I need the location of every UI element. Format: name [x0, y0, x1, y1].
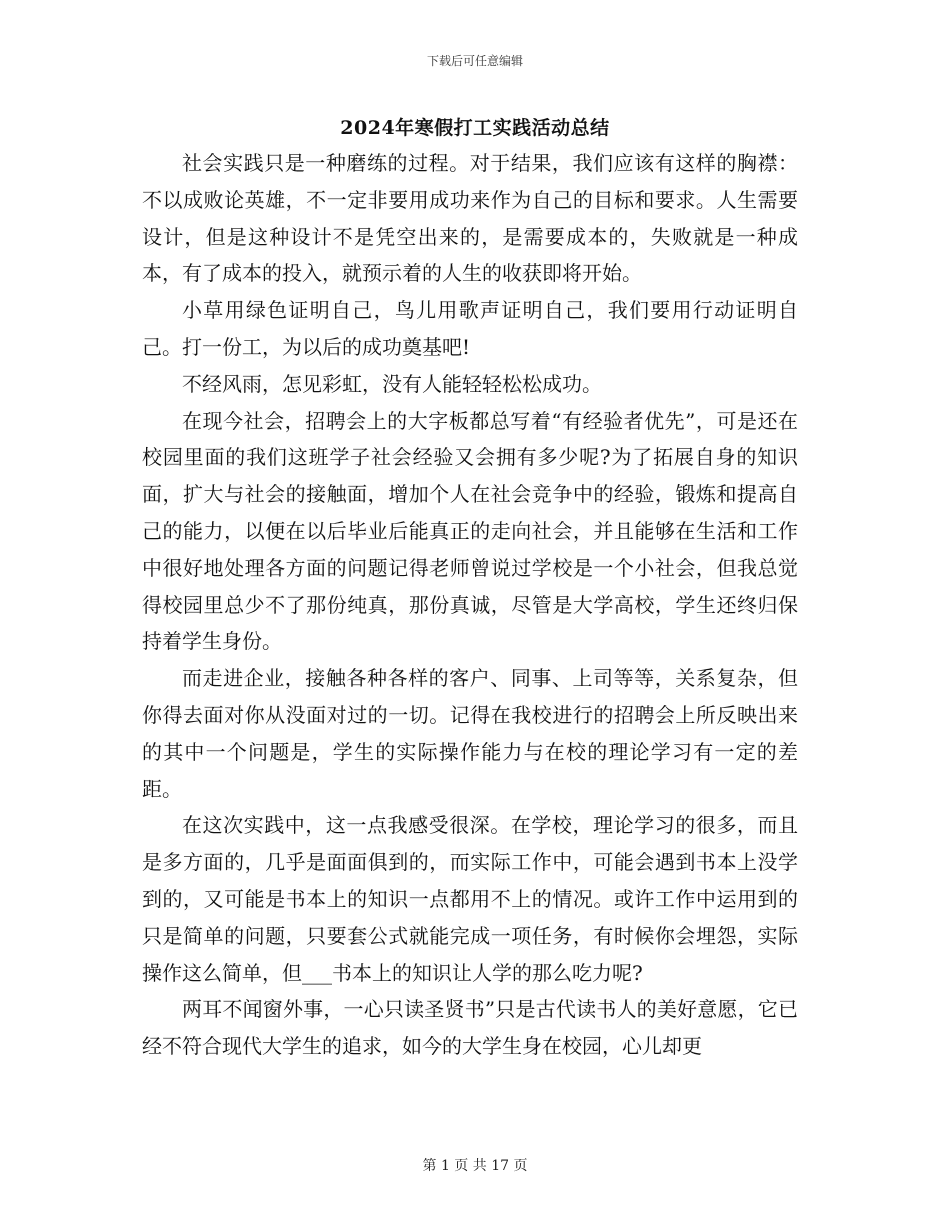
paragraph-7: 两耳不闻窗外事，一心只读圣贤书”只是古代读书人的美好意愿，它已经不符合现代大学生的追求，如今的大学生身在校园，心儿却更 — [142, 997, 798, 1059]
page-header-note: 下载后可任意编辑 — [426, 54, 523, 68]
paragraph-1: 社会实践只是一种磨练的过程。对于结果，我们应该有这样的胸襟：不以成败论英雄，不一定非要用成功来作为自己的目标和要求。人生需要设计，但是这种设计不是凭空出来的，是需要成本的，失败就是一种成本，有了成本的投入，就预示着的人生的收获即将开始。 — [142, 151, 798, 286]
page-number: 第 1 页 共 17 页 — [422, 1158, 528, 1174]
paragraph-2: 小草用绿色证明自己，鸟儿用歌声证明自己，我们要用行动证明自己。打一份工，为以后的成功奠基吧! — [142, 298, 798, 359]
paragraph-3: 不经风雨，怎见彩虹，没有人能轻轻松松成功。 — [182, 371, 602, 396]
paragraph-4: 在现今社会，招聘会上的大字板都总写着“有经验者优先”，可是还在校园里面的我们这班学子社会经验又会拥有多少呢?为了拓展自身的知识面，扩大与社会的接触面，增加个人在社会竞争中的经验，锻炼和提高自己的能力，以便在以后毕业后能真正的走向社会，并且能够在生活和工作中很好地处理各方面的问题记得老师曾说过学校是一个小社会，但我总觉得校园里总少不了那份纯真，那份真诚，尽管是大学高校，学生还终归保持着学生身份。 — [142, 408, 798, 654]
paragraph-6: 在这次实践中，这一点我感受很深。在学校，理论学习的很多，而且是多方面的，几乎是面面俱到的，而实际工作中，可能会遇到书本上没学到的，又可能是书本上的知识一点都用不上的情况。或许工作中运用到的只是简单的问题，只要套公式就能完成一项任务，有时候你会埋怨，实际操作这么简单，但___书本上的知识让人学的那么吃力呢? — [142, 813, 798, 985]
document-title: 2024年寒假打工实践活动总结 — [340, 117, 610, 139]
document-body — [142, 145, 798, 1065]
paragraph-5: 而走进企业，接触各种各样的客户、同事、上司等等，关系复杂，但你得去面对你从没面对过的一切。记得在我校进行的招聘会上所反映出来的其中一个问题是，学生的实际操作能力与在校的理论学习有一定的差距。 — [142, 666, 798, 801]
